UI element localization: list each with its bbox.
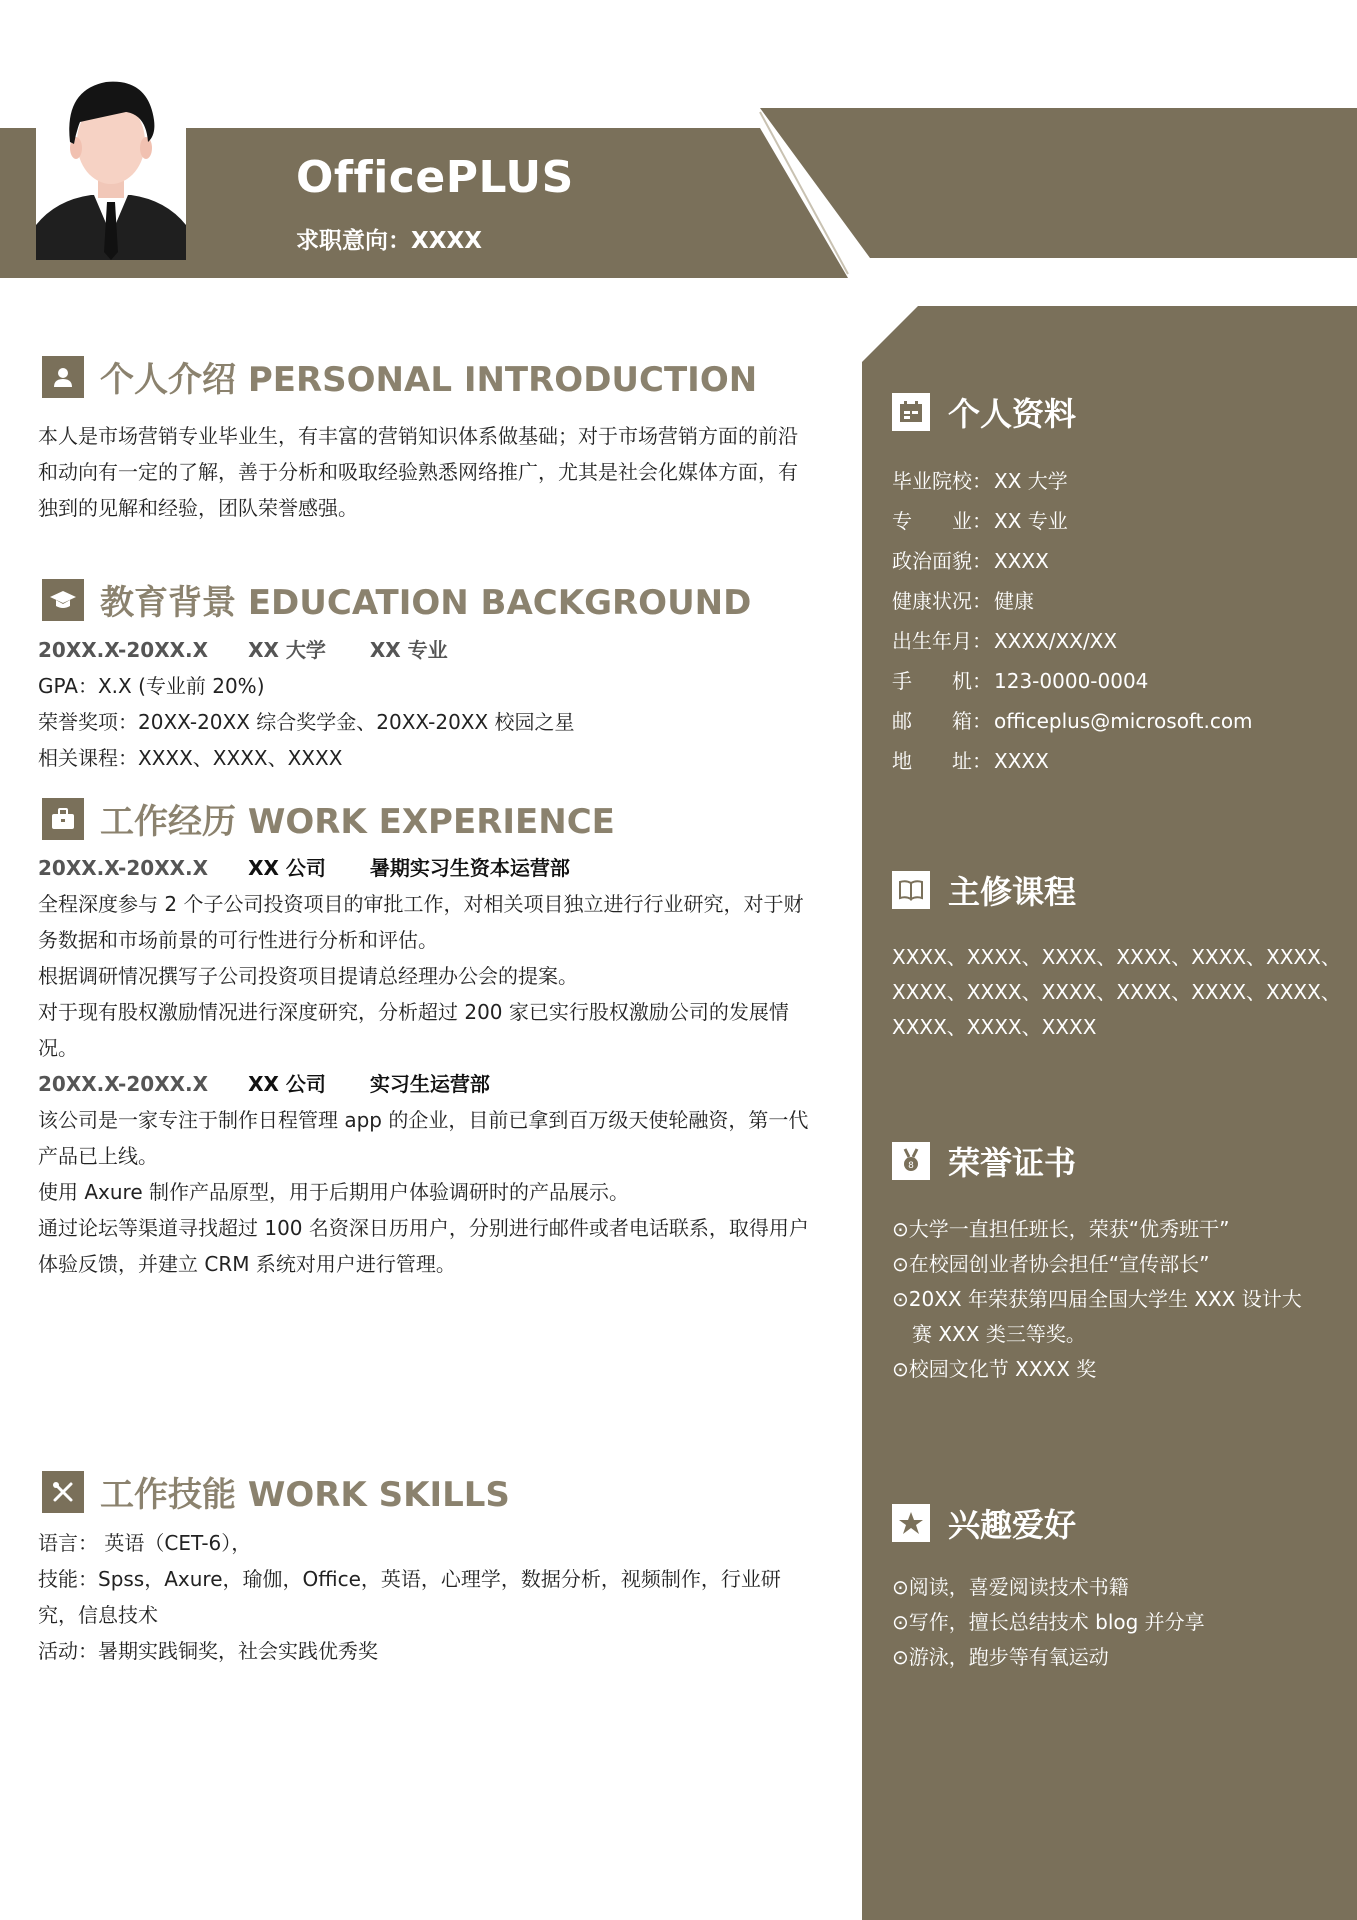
bullet-icon: ⊙: [892, 1252, 909, 1276]
text-line: 和动向有一定的了解，善于分析和吸取经验熟悉网络推广，尤其是社会化媒体方面，有: [38, 460, 798, 484]
work-entry-header: [38, 850, 830, 886]
profile-value: XX 专业: [994, 508, 1068, 533]
hobbies-list: [892, 1570, 1332, 1675]
star-icon: [892, 1504, 930, 1542]
profile-row: [892, 621, 1332, 661]
text-line: 独到的见解和经验，团队荣誉感强。: [38, 496, 358, 520]
work-text: [38, 850, 830, 1282]
profile-value: XXXX: [994, 548, 1049, 573]
bullet-icon: ⊙: [892, 1357, 909, 1381]
text-line: XXXX、XXXX、XXXX、XXXX、XXXX、XXXX、: [892, 980, 1341, 1004]
bullet-icon: ⊙: [892, 1287, 909, 1311]
sidebar-title: 主修课程: [948, 873, 1077, 911]
profile-key: 邮 箱：: [892, 708, 992, 733]
bullet-icon: ⊙: [892, 1610, 909, 1634]
honors-list: [892, 1212, 1332, 1387]
section-skills-heading: [42, 1467, 510, 1516]
profile-photo: [36, 60, 186, 260]
profile-key: 手 机：: [892, 668, 992, 693]
section-title: 个人介绍 PERSONAL INTRODUCTION: [100, 360, 758, 400]
profile-key: 出生年月：: [892, 628, 992, 653]
profile-row: [892, 501, 1332, 541]
profile-row: [892, 541, 1332, 581]
profile-value: officeplus@microsoft.com: [994, 708, 1253, 733]
bullet-icon: ⊙: [892, 1645, 909, 1669]
section-title: 工作技能 WORK SKILLS: [100, 1475, 510, 1515]
education-major: XX 专业: [369, 638, 448, 662]
text-line: 荣誉奖项：20XX-20XX 综合奖学金、20XX-20XX 校园之星: [38, 710, 575, 734]
hobby-item: [892, 1570, 1332, 1605]
job-intent-value: XXXX: [411, 228, 482, 254]
text-line: 全程深度参与 2 个子公司投资项目的审批工作，对相关项目独立进行行业研究，对于财: [38, 892, 804, 916]
sidebar-title: 个人资料: [948, 395, 1077, 433]
text-line: 语言： 英语（CET-6），: [38, 1531, 252, 1555]
profile-value: 健康: [994, 588, 1034, 613]
profile-value: XXXX/XX/XX: [994, 628, 1118, 653]
skills-text: [38, 1525, 830, 1669]
hobby-text: 游泳，跑步等有氧运动: [908, 1645, 1109, 1669]
text-line: XXXX、XXXX、XXXX: [892, 1015, 1097, 1039]
work-period: 20XX.X-20XX.X: [38, 856, 209, 880]
hobby-text: 写作，擅长总结技术 blog 并分享: [908, 1610, 1205, 1634]
section-education-heading: [42, 575, 751, 624]
work-role: 暑期实习生资本运营部: [369, 856, 570, 880]
honor-item-continued: 赛 XXX 类三等奖。: [912, 1322, 1086, 1346]
text-line: 对于现有股权激励情况进行深度研究，分析超过 200 家已实行股权激励公司的发展情: [38, 1000, 789, 1024]
profile-key: 健康状况：: [892, 588, 992, 613]
bullet-icon: ⊙: [892, 1217, 909, 1241]
text-line: 通过论坛等渠道寻找超过 100 名资深日历用户，分别进行邮件或者电话联系，取得用户: [38, 1216, 809, 1240]
svg-text:8: 8: [908, 1161, 914, 1171]
medal-icon: [892, 1142, 930, 1180]
profile-row: [892, 581, 1332, 621]
text-line: XXXX、XXXX、XXXX、XXXX、XXXX、XXXX、: [892, 945, 1341, 969]
hobby-item: [892, 1605, 1332, 1640]
profile-value: 123-0000-0004: [994, 668, 1149, 693]
text-line: 务数据和市场前景的可行性进行分析和评估。: [38, 928, 438, 952]
text-line: 体验反馈，并建立 CRM 系统对用户进行管理。: [38, 1252, 456, 1276]
work-role: 实习生运营部: [369, 1072, 490, 1096]
sidebar-hobbies-heading: [892, 1500, 1076, 1546]
profile-key: 地 址：: [892, 748, 992, 773]
honor-item: [892, 1247, 1332, 1282]
education-period: 20XX.X-20XX.X: [38, 638, 209, 662]
profile-value: XXXX: [994, 748, 1049, 773]
personal-intro-text: [38, 418, 830, 526]
profile-row: [892, 461, 1332, 501]
text-line: 究，信息技术: [38, 1603, 158, 1627]
profile-key: 政治面貌：: [892, 548, 992, 573]
courses-text: [892, 940, 1341, 1045]
honor-text: 20XX 年荣获第四届全国大学生 XXX 设计大: [908, 1287, 1302, 1311]
work-entry-header: [38, 1066, 830, 1102]
honor-text: 大学一直担任班长，荣获“优秀班干”: [908, 1217, 1230, 1241]
profile-key: 毕业院校：: [892, 468, 992, 493]
section-work-heading: [42, 794, 615, 843]
sidebar-honors-heading: [892, 1138, 1076, 1184]
text-line: 使用 Axure 制作产品原型，用于后期用户体验调研时的产品展示。: [38, 1180, 629, 1204]
user-icon: [42, 356, 84, 398]
graduation-cap-icon: [42, 579, 84, 621]
education-school: XX 大学: [248, 638, 326, 662]
job-intent: [296, 222, 482, 255]
profile-key: 专 业：: [892, 508, 992, 533]
avatar-icon: [36, 60, 186, 260]
bullet-icon: ⊙: [892, 1575, 909, 1599]
text-line: 根据调研情况撰写子公司投资项目提请总经理办公会的提案。: [38, 964, 578, 988]
section-title: 教育背景 EDUCATION BACKGROUND: [100, 583, 752, 623]
hobby-item: [892, 1640, 1332, 1675]
sidebar-profile-heading: [892, 389, 1076, 435]
text-line: GPA：X.X (专业前 20%): [38, 674, 265, 698]
honor-item: [892, 1352, 1332, 1387]
header-right-band: [760, 108, 1357, 258]
work-period: 20XX.X-20XX.X: [38, 1072, 209, 1096]
honor-item: [892, 1282, 1332, 1317]
honor-text: 校园文化节 XXXX 奖: [908, 1357, 1097, 1381]
sidebar-title: 兴趣爱好: [948, 1506, 1077, 1544]
work-company: XX 公司: [248, 856, 326, 880]
tools-icon: [42, 1471, 84, 1513]
job-intent-label: 求职意向：: [296, 228, 411, 254]
calendar-icon: [892, 393, 930, 431]
honor-item: [892, 1212, 1332, 1247]
hobby-text: 阅读，喜爱阅读技术书籍: [908, 1575, 1129, 1599]
text-line: 相关课程：XXXX、XXXX、XXXX: [38, 746, 343, 770]
profile-row: [892, 701, 1332, 741]
profile-row: [892, 661, 1332, 701]
sidebar-courses-heading: [892, 867, 1076, 913]
section-title: 工作经历 WORK EXPERIENCE: [100, 802, 615, 842]
education-text: [38, 632, 830, 776]
profile-row: [892, 741, 1332, 781]
education-summary-row: [38, 632, 830, 668]
section-personal-intro-heading: [42, 352, 757, 401]
text-line: 技能：Spss，Axure，瑜伽，Office，英语，心理学，数据分析，视频制作，行业研: [38, 1567, 781, 1591]
book-icon: [892, 871, 930, 909]
text-line: 活动：暑期实践铜奖，社会实践优秀奖: [38, 1639, 378, 1663]
work-company: XX 公司: [248, 1072, 326, 1096]
profile-value: XX 大学: [994, 468, 1068, 493]
profile-list: [892, 461, 1332, 781]
text-line: 产品已上线。: [38, 1144, 158, 1168]
text-line: 该公司是一家专注于制作日程管理 app 的企业，目前已拿到百万级天使轮融资，第一代: [38, 1108, 809, 1132]
text-line: 本人是市场营销专业毕业生，有丰富的营销知识体系做基础；对于市场营销方面的前沿: [38, 424, 798, 448]
candidate-name: OfficePLUS: [296, 152, 574, 203]
honor-text: 在校园创业者协会担任“宣传部长”: [908, 1252, 1210, 1276]
briefcase-icon: [42, 798, 84, 840]
text-line: 况。: [38, 1036, 78, 1060]
sidebar-title: 荣誉证书: [948, 1144, 1077, 1182]
